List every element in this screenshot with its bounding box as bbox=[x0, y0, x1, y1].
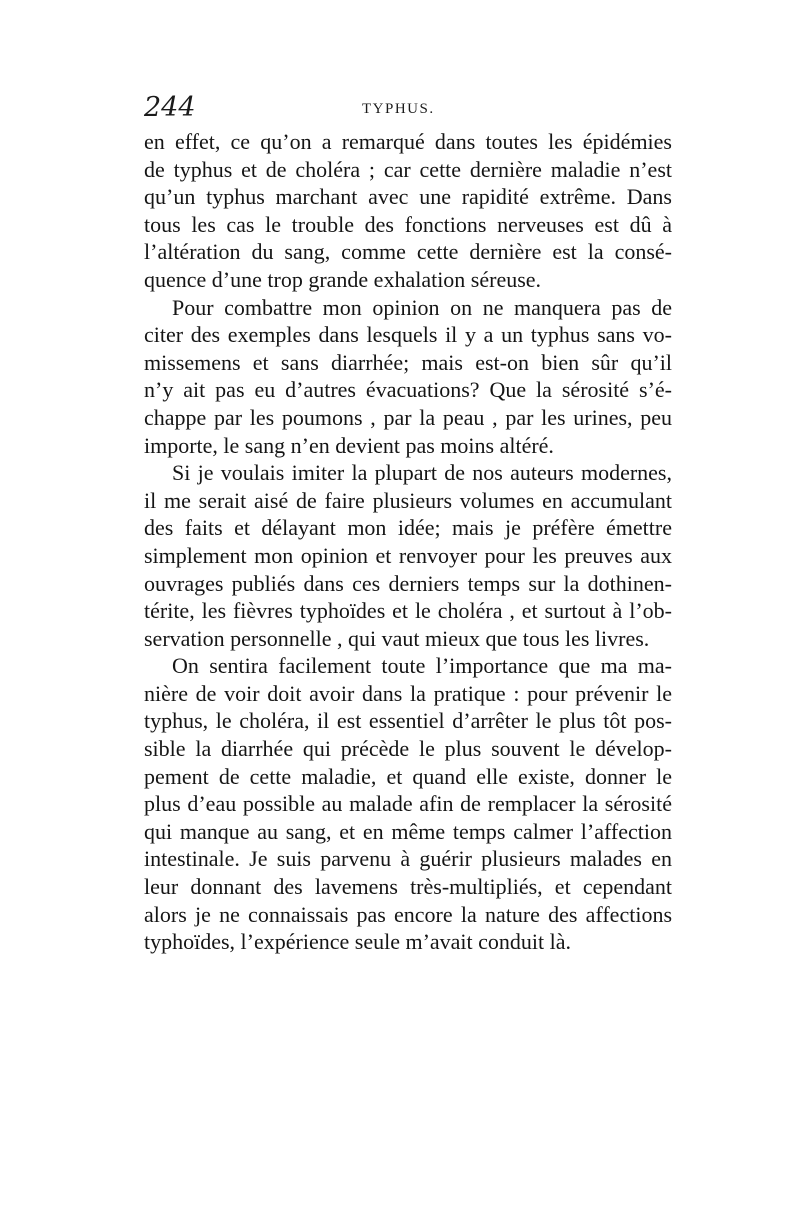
running-head: TYPHUS. bbox=[362, 101, 435, 117]
text-line: il me serait aisé de faire plusieurs volumes en accumulant bbox=[144, 487, 672, 513]
text-line: chappe par les poumons , par la peau , par les urines, peu bbox=[144, 404, 672, 430]
text-line: importe, le sang n’en devient pas moins altéré. bbox=[144, 432, 554, 458]
text-line: n’y ait pas eu d’autres évacuations? Que la sérosité s’é- bbox=[144, 377, 672, 403]
text-line: typhus, le choléra, il est essentiel d’arrêter le plus tôt pos- bbox=[144, 708, 672, 734]
text-line: nière de voir doit avoir dans la pratique : pour prévenir le bbox=[144, 680, 672, 706]
text-line: intestinale. Je suis parvenu à guérir plusieurs malades en bbox=[144, 846, 672, 872]
text-line: térite, les fièvres typhoïdes et le choléra , et surtout à l’ob- bbox=[144, 598, 672, 624]
body-text bbox=[144, 128, 672, 956]
text-line: qui manque au sang, et en même temps calmer l’affection bbox=[144, 818, 672, 844]
page-number: 244 bbox=[144, 92, 196, 123]
text-line: servation personnelle , qui vaut mieux que tous les livres. bbox=[144, 625, 650, 651]
text-line: pement de cette maladie, et quand elle existe, donner le bbox=[144, 763, 672, 789]
paragraph-first-line: Pour combattre mon opinion on ne manquera pas de bbox=[172, 294, 672, 320]
text-line: qu’un typhus marchant avec une rapidité extrême. Dans bbox=[144, 184, 672, 210]
page-header bbox=[144, 92, 674, 126]
text-line: typhoïdes, l’expérience seule m’avait conduit là. bbox=[144, 929, 572, 955]
text-line: citer des exemples dans lesquels il y a un typhus sans vo- bbox=[144, 322, 672, 348]
text-line: alors je ne connaissais pas encore la nature des affections bbox=[144, 901, 672, 927]
text-line: de typhus et de choléra ; car cette dernière maladie n’est bbox=[144, 156, 672, 182]
text-line: des faits et délayant mon idée; mais je préfère émettre bbox=[144, 515, 672, 541]
text-line: tous les cas le trouble des fonctions nerveuses est dû à bbox=[144, 211, 672, 237]
paragraph-first-line: On sentira facilement toute l’importance que ma ma- bbox=[172, 653, 672, 679]
text-line: missemens et sans diarrhée; mais est-on bien sûr qu’il bbox=[144, 349, 672, 375]
text-line: plus d’eau possible au malade afin de remplacer la sérosité bbox=[144, 791, 672, 817]
text-line: simplement mon opinion et renvoyer pour les preuves aux bbox=[144, 542, 672, 568]
text-line: leur donnant des lavemens très-multipliés, et cependant bbox=[144, 874, 672, 900]
paragraph-first-line: Si je voulais imiter la plupart de nos auteurs modernes, bbox=[172, 460, 672, 486]
text-line: quence d’une trop grande exhalation séreuse. bbox=[144, 266, 542, 292]
text-line: l’altération du sang, comme cette dernière est la consé- bbox=[144, 239, 672, 265]
text-line: ouvrages publiés dans ces derniers temps sur la dothinen- bbox=[144, 570, 672, 596]
text-line: en effet, ce qu’on a remarqué dans toutes les épidémies bbox=[144, 129, 672, 154]
text-line: sible la diarrhée qui précède le plus souvent le dévelop- bbox=[144, 736, 672, 762]
